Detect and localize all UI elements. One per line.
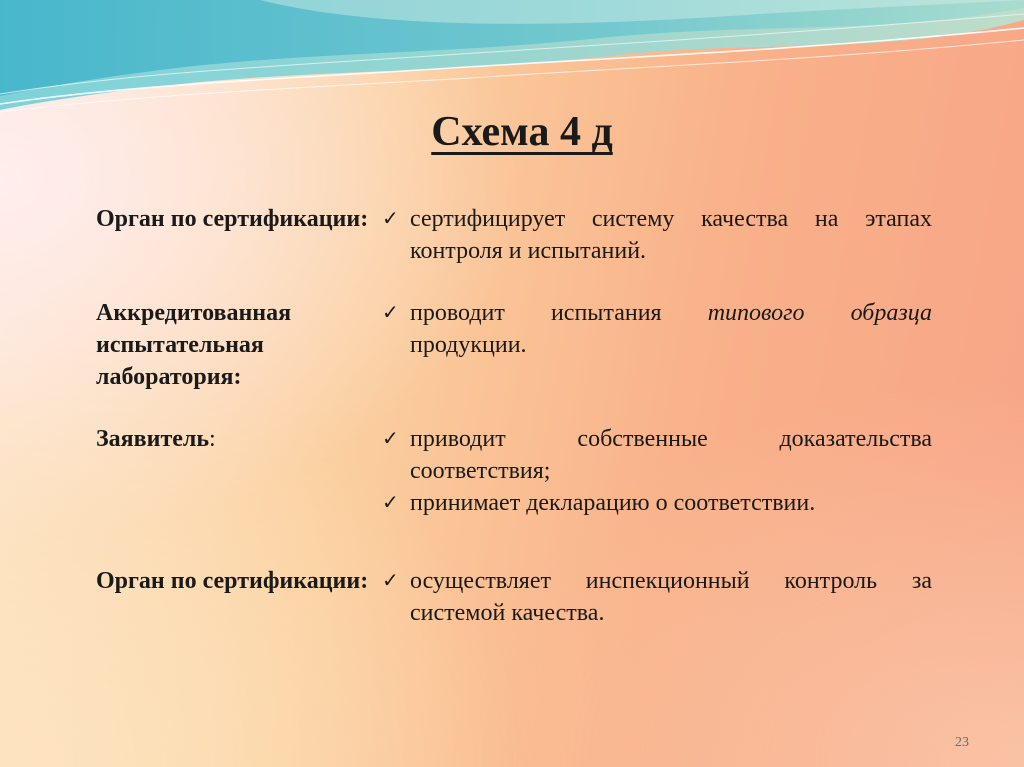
list-item: [382, 487, 932, 519]
italic-term: типового образца: [707, 300, 932, 326]
row-items: [382, 565, 932, 629]
check-mark-icon: ✓: [382, 302, 399, 324]
row-label-text: Орган по сертификации:: [96, 206, 369, 232]
row-label-text: Орган по сертификации:: [96, 568, 369, 594]
row-label-text: Аккредитованная испытательная лаборатория:: [96, 300, 292, 390]
table-row: [96, 297, 932, 393]
check-mark-icon: ✓: [382, 208, 399, 230]
row-items: [382, 423, 932, 519]
page-number: 23: [955, 735, 969, 750]
table-row: [96, 565, 932, 629]
row-label: [96, 423, 382, 519]
list-item: [382, 203, 932, 267]
row-label-text: Заявитель: [96, 426, 210, 452]
row-items: [382, 203, 932, 267]
list-item-text: осуществляет инспекционный контроль за системой качества.: [410, 568, 932, 626]
row-label-suffix: :: [209, 426, 216, 452]
list-item: [382, 297, 932, 361]
row-label: [96, 565, 382, 629]
list-item-text: приводит собственные доказательства соответствия;: [410, 426, 932, 484]
row-label: [96, 297, 382, 393]
table-row: [96, 423, 932, 519]
list-item: [382, 423, 932, 487]
check-mark-icon: ✓: [382, 492, 399, 514]
table-row: [96, 203, 932, 267]
check-mark-icon: ✓: [382, 570, 399, 592]
slide-title: Схема 4 д: [431, 109, 613, 155]
check-mark-icon: ✓: [382, 428, 399, 450]
list-item: [382, 565, 932, 629]
list-item-text: проводит испытания типового образца продукции.: [410, 300, 932, 358]
row-items: [382, 297, 932, 393]
list-item-text: сертифицирует систему качества на этапах контроля и испытаний.: [410, 206, 932, 264]
row-label: [96, 203, 382, 267]
scheme-table: [96, 203, 932, 659]
list-item-text: принимает декларацию о соответствии.: [410, 490, 816, 516]
